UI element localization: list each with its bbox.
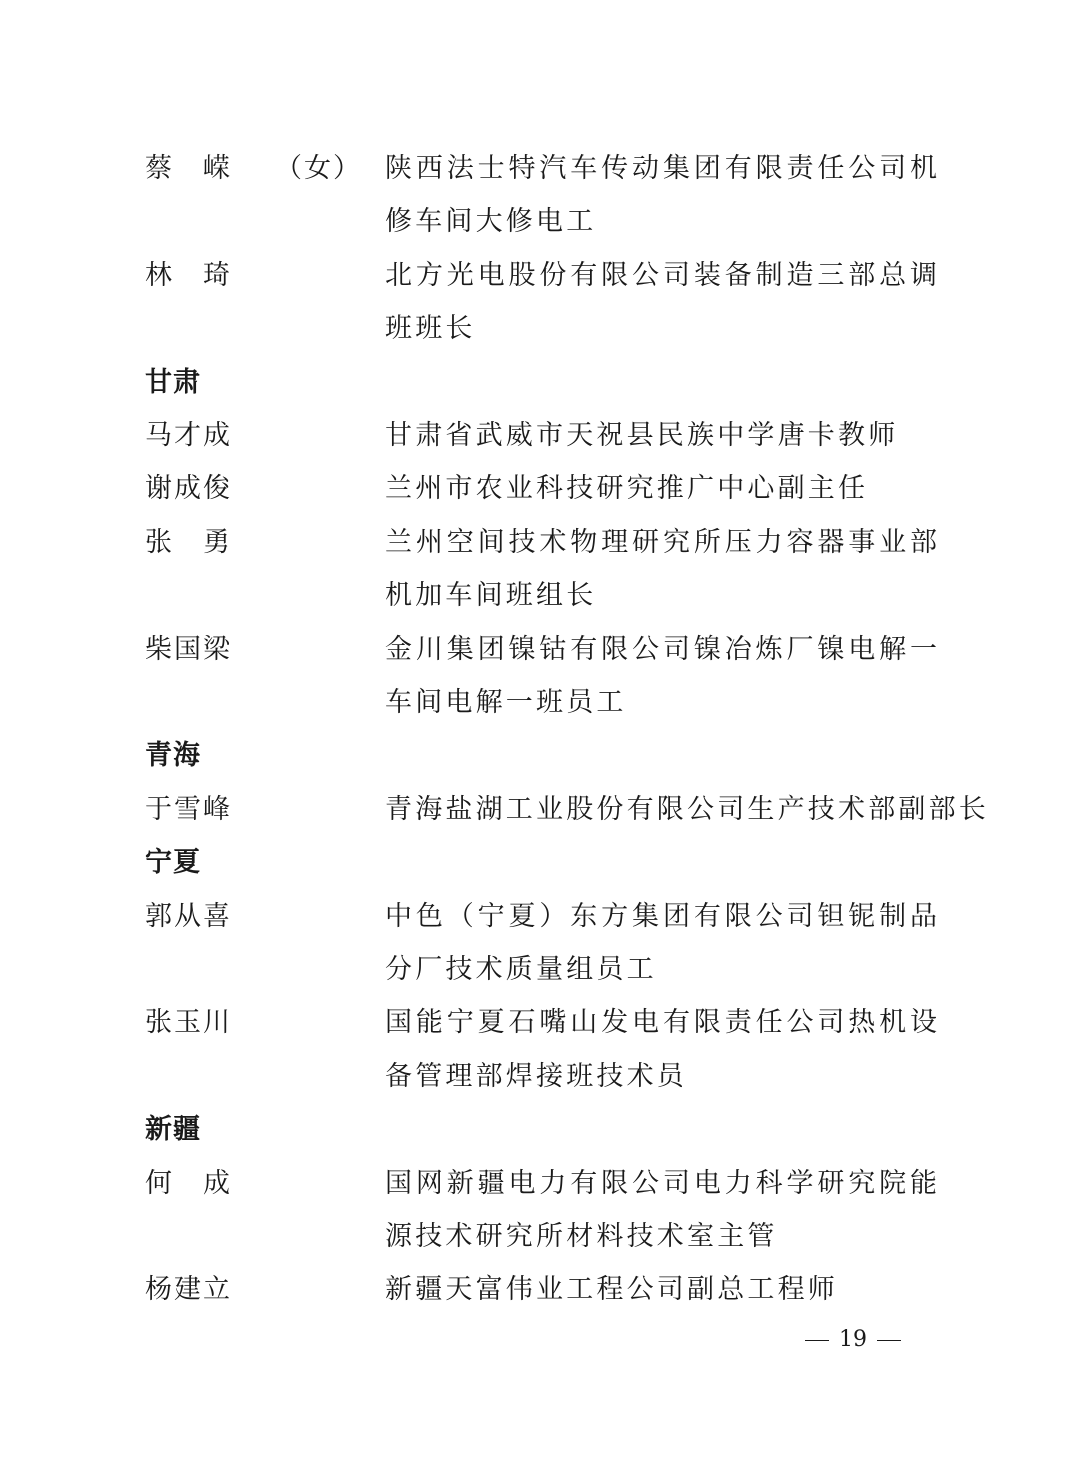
person-title-line: 北方光电股份有限公司装备制造三部总调 <box>385 259 937 291</box>
region-heading: 甘肃 <box>145 366 201 398</box>
person-name: 蔡 嵘 <box>145 153 232 184</box>
person-title-line: 青海盐湖工业股份有限公司生产技术部副部长 <box>385 793 989 825</box>
list-item <box>0 462 1080 516</box>
person-name: 柴国梁 <box>145 633 232 665</box>
list-item <box>0 783 1080 837</box>
person-name: 马才成 <box>145 420 232 451</box>
person-title-line: 甘肃省武威市天祝县民族中学唐卡教师 <box>385 420 899 451</box>
page-number: 19 <box>839 1327 867 1352</box>
list-item <box>0 623 1080 677</box>
person-title-line: 新疆天富伟业工程公司副总工程师 <box>385 1274 838 1306</box>
list-item <box>0 1050 1080 1104</box>
footer-dash-right <box>877 1340 901 1341</box>
gender-note: （女） <box>275 153 362 184</box>
list-item <box>0 1263 1080 1317</box>
person-title-line: 源技术研究所材料技术室主管 <box>385 1221 778 1252</box>
person-title-line: 班班长 <box>385 313 476 345</box>
region-heading: 宁夏 <box>145 847 201 879</box>
person-title-line: 车间电解一班员工 <box>385 687 627 718</box>
person-title-line: 兰州市农业科技研究推广中心副主任 <box>385 473 869 505</box>
person-name: 于雪峰 <box>145 793 232 825</box>
person-name: 何 成 <box>145 1167 232 1199</box>
list-item <box>0 516 1080 570</box>
list-item <box>0 890 1080 944</box>
footer-dash-left <box>805 1340 829 1341</box>
person-name: 杨建立 <box>145 1274 232 1306</box>
person-title-line: 国网新疆电力有限公司电力科学研究院能 <box>385 1167 937 1199</box>
region-heading-row <box>0 729 1080 783</box>
list-item <box>0 249 1080 303</box>
region-heading-row <box>0 836 1080 890</box>
region-heading-row <box>0 1103 1080 1157</box>
person-name: 谢成俊 <box>145 473 232 505</box>
list-item <box>0 569 1080 623</box>
person-title-line: 金川集团镍钴有限公司镍冶炼厂镍电解一 <box>385 633 937 665</box>
list-item <box>0 996 1080 1050</box>
person-name: 林 琦 <box>145 259 232 291</box>
person-title-line: 国能宁夏石嘴山发电有限责任公司热机设 <box>385 1007 937 1039</box>
list-item <box>0 142 1080 196</box>
list-item <box>0 1210 1080 1264</box>
person-title-line: 兰州空间技术物理研究所压力容器事业部 <box>385 526 937 558</box>
list-item <box>0 302 1080 356</box>
list-item <box>0 195 1080 249</box>
list-item <box>0 1157 1080 1211</box>
person-title-line: 分厂技术质量组员工 <box>385 954 657 985</box>
list-item <box>0 676 1080 730</box>
person-title-line: 陕西法士特汽车传动集团有限责任公司机 <box>385 153 937 184</box>
person-name: 郭从喜 <box>145 900 232 932</box>
list-item <box>0 409 1080 463</box>
region-heading: 青海 <box>145 740 201 772</box>
list-item <box>0 943 1080 997</box>
person-title-line: 机加车间班组长 <box>385 580 597 612</box>
person-title-line: 中色（宁夏）东方集团有限公司钽铌制品 <box>385 900 937 932</box>
region-heading: 新疆 <box>145 1114 201 1146</box>
region-heading-row <box>0 356 1080 410</box>
person-title-line: 备管理部焊接班技术员 <box>385 1060 687 1092</box>
page-footer <box>795 1320 911 1360</box>
person-name: 张玉川 <box>145 1007 232 1039</box>
person-title-line: 修车间大修电工 <box>385 206 597 238</box>
person-name: 张 勇 <box>145 526 232 558</box>
